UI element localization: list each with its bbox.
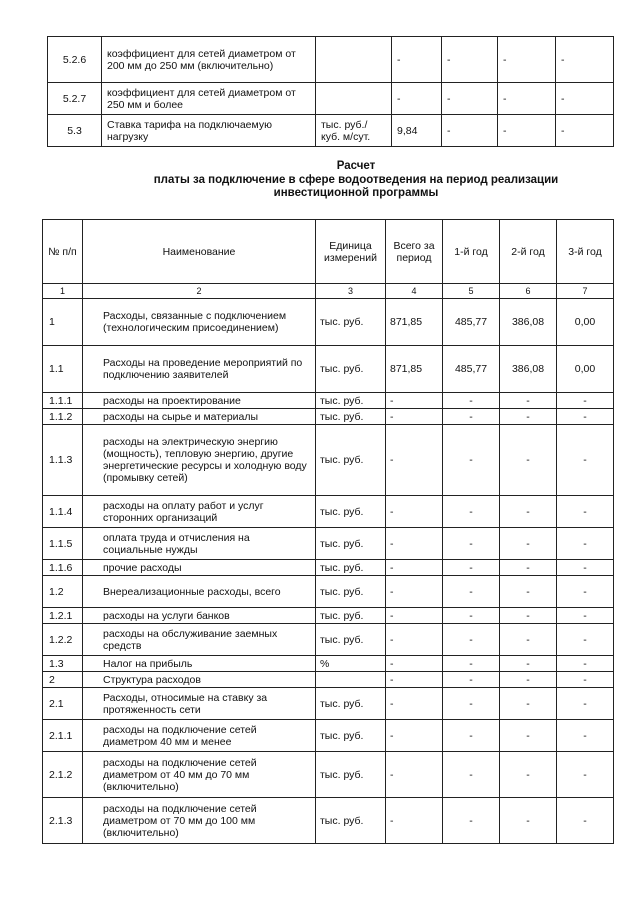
row-year-3: - (557, 798, 614, 844)
row-year-3: 0,00 (557, 346, 614, 393)
index-cell: 6 (500, 284, 557, 299)
connection-fee-table (42, 219, 614, 844)
row-year-1: - (443, 425, 500, 496)
row-total: 871,85 (386, 299, 443, 346)
row-year-3: - (557, 608, 614, 624)
row-value: - (556, 115, 614, 147)
row-number: 2.1.2 (43, 752, 83, 798)
row-name: Внереализационные расходы, всего (83, 576, 316, 608)
row-year-1: - (443, 576, 500, 608)
row-name: Расходы, связанные с подключением (технологическим присоединением) (83, 299, 316, 346)
row-year-3: - (557, 656, 614, 672)
row-unit: тыс. руб. (316, 393, 386, 409)
row-year-2: - (500, 393, 557, 409)
row-number: 1.2 (43, 576, 83, 608)
table-row (43, 672, 614, 688)
row-total: - (386, 393, 443, 409)
row-unit: тыс. руб. (316, 346, 386, 393)
table-row (48, 37, 614, 83)
row-name: оплата труда и отчисления на социальные нужды (83, 528, 316, 560)
row-name: расходы на подключение сетей диаметром от 40 мм до 70 мм (включительно) (83, 752, 316, 798)
row-number: 1.1.3 (43, 425, 83, 496)
row-year-2: - (500, 688, 557, 720)
row-year-3: - (557, 528, 614, 560)
row-name: Структура расходов (83, 672, 316, 688)
row-year-1: - (443, 560, 500, 576)
table-row (43, 496, 614, 528)
header-total: Всего за период (386, 220, 443, 284)
row-number: 1.2.1 (43, 608, 83, 624)
row-year-2: - (500, 752, 557, 798)
row-year-3: - (557, 672, 614, 688)
row-number: 2.1.1 (43, 720, 83, 752)
header-row (43, 220, 614, 284)
header-unit: Единица измерений (316, 220, 386, 284)
table-row (48, 83, 614, 115)
table-row (43, 409, 614, 425)
row-year-2: - (500, 624, 557, 656)
row-year-1: - (443, 409, 500, 425)
row-year-3: 0,00 (557, 299, 614, 346)
row-year-3: - (557, 425, 614, 496)
title-line-1: Расчет (336, 160, 376, 172)
row-year-3: - (557, 752, 614, 798)
row-year-3: - (557, 496, 614, 528)
row-unit (316, 83, 392, 115)
row-total: - (386, 409, 443, 425)
row-year-2: - (500, 608, 557, 624)
row-total: - (386, 528, 443, 560)
row-name: расходы на подключение сетей диаметром 40 мм и менее (83, 720, 316, 752)
row-name: расходы на подключение сетей диаметром от 70 мм до 100 мм (включительно) (83, 798, 316, 844)
row-name: коэффициент для сетей диаметром от 250 мм и более (102, 83, 316, 115)
row-number: 1.1.6 (43, 560, 83, 576)
row-number: 2.1 (43, 688, 83, 720)
row-unit: тыс. руб. (316, 409, 386, 425)
table-row (43, 346, 614, 393)
row-year-3: - (557, 560, 614, 576)
row-name: расходы на услуги банков (83, 608, 316, 624)
row-unit (316, 37, 392, 83)
index-cell: 4 (386, 284, 443, 299)
index-cell: 7 (557, 284, 614, 299)
row-total: - (386, 720, 443, 752)
row-unit: тыс. руб. (316, 425, 386, 496)
table-row (43, 624, 614, 656)
table-row (43, 560, 614, 576)
row-year-3: - (557, 624, 614, 656)
row-number: 1.3 (43, 656, 83, 672)
row-value: - (556, 37, 614, 83)
row-unit: тыс. руб. (316, 560, 386, 576)
row-number: 2 (43, 672, 83, 688)
row-year-3: - (557, 393, 614, 409)
index-row (43, 284, 614, 299)
row-number: 5.2.7 (48, 83, 102, 115)
row-number: 1.1 (43, 346, 83, 393)
row-year-1: - (443, 752, 500, 798)
row-number: 1.1.2 (43, 409, 83, 425)
row-total: - (386, 752, 443, 798)
row-number: 5.3 (48, 115, 102, 147)
tariff-coefficients-table (47, 36, 614, 147)
table-row (43, 576, 614, 608)
row-year-1: - (443, 393, 500, 409)
table-row (43, 608, 614, 624)
row-value: - (498, 37, 556, 83)
table-row (43, 688, 614, 720)
row-unit (316, 672, 386, 688)
row-year-1: - (443, 656, 500, 672)
row-year-2: - (500, 409, 557, 425)
row-year-1: - (443, 672, 500, 688)
row-unit: тыс. руб. (316, 528, 386, 560)
row-name: расходы на электрическую энергию (мощность), тепловую энергию, другие энергетические ресурсы и холодную воду (промывку сетей) (83, 425, 316, 496)
row-year-2: 386,08 (500, 346, 557, 393)
row-total: - (386, 576, 443, 608)
row-unit: тыс. руб. (316, 688, 386, 720)
row-value: 9,84 (392, 115, 442, 147)
index-cell: 3 (316, 284, 386, 299)
table-row (43, 393, 614, 409)
row-total: - (386, 656, 443, 672)
index-cell: 1 (43, 284, 83, 299)
header-year-1: 1-й год (443, 220, 500, 284)
row-year-1: - (443, 624, 500, 656)
row-year-2: - (500, 720, 557, 752)
row-number: 1 (43, 299, 83, 346)
row-total: - (386, 496, 443, 528)
row-value: - (498, 83, 556, 115)
row-year-2: - (500, 656, 557, 672)
title-line-2: платы за подключение в сфере водоотведения на период реализации (153, 173, 559, 186)
row-year-1: - (443, 720, 500, 752)
row-unit: тыс. руб./ куб. м/сут. (316, 115, 392, 147)
row-year-1: 485,77 (443, 299, 500, 346)
index-cell: 5 (443, 284, 500, 299)
row-year-2: - (500, 496, 557, 528)
row-name: коэффициент для сетей диаметром от 200 мм до 250 мм (включительно) (102, 37, 316, 83)
row-number: 1.1.1 (43, 393, 83, 409)
row-total: - (386, 624, 443, 656)
row-year-3: - (557, 409, 614, 425)
row-year-1: - (443, 528, 500, 560)
row-year-3: - (557, 688, 614, 720)
header-name: Наименование (83, 220, 316, 284)
row-number: 1.1.5 (43, 528, 83, 560)
row-year-1: - (443, 496, 500, 528)
row-value: - (392, 37, 442, 83)
row-year-1: - (443, 798, 500, 844)
row-year-2: 386,08 (500, 299, 557, 346)
row-unit: тыс. руб. (316, 752, 386, 798)
table-row (43, 656, 614, 672)
row-total: - (386, 688, 443, 720)
row-unit: % (316, 656, 386, 672)
table-row (43, 752, 614, 798)
table-row (43, 720, 614, 752)
row-number: 5.2.6 (48, 37, 102, 83)
row-total: - (386, 608, 443, 624)
row-year-3: - (557, 720, 614, 752)
row-unit: тыс. руб. (316, 576, 386, 608)
row-name: прочие расходы (83, 560, 316, 576)
row-total: 871,85 (386, 346, 443, 393)
row-number: 1.2.2 (43, 624, 83, 656)
table-row (43, 299, 614, 346)
row-total: - (386, 798, 443, 844)
header-year-2: 2-й год (500, 220, 557, 284)
row-year-1: 485,77 (443, 346, 500, 393)
table-row (43, 798, 614, 844)
table-row (48, 115, 614, 147)
row-name: Ставка тарифа на подключаемую нагрузку (102, 115, 316, 147)
row-name: расходы на сырье и материалы (83, 409, 316, 425)
row-number: 2.1.3 (43, 798, 83, 844)
row-unit: тыс. руб. (316, 624, 386, 656)
row-value: - (442, 37, 498, 83)
row-value: - (442, 115, 498, 147)
row-unit: тыс. руб. (316, 608, 386, 624)
row-year-1: - (443, 608, 500, 624)
row-total: - (386, 672, 443, 688)
row-year-1: - (443, 688, 500, 720)
row-name: Расходы на проведение мероприятий по подключению заявителей (83, 346, 316, 393)
row-year-2: - (500, 528, 557, 560)
row-name: Налог на прибыль (83, 656, 316, 672)
row-unit: тыс. руб. (316, 299, 386, 346)
row-unit: тыс. руб. (316, 798, 386, 844)
row-year-2: - (500, 798, 557, 844)
table-row (43, 425, 614, 496)
row-year-2: - (500, 672, 557, 688)
table-row (43, 528, 614, 560)
row-total: - (386, 560, 443, 576)
row-name: расходы на обслуживание заемных средств (83, 624, 316, 656)
row-value: - (392, 83, 442, 115)
row-name: Расходы, относимые на ставку за протяженность сети (83, 688, 316, 720)
row-total: - (386, 425, 443, 496)
row-year-2: - (500, 425, 557, 496)
index-cell: 2 (83, 284, 316, 299)
header-number: № п/п (43, 220, 83, 284)
row-value: - (498, 115, 556, 147)
row-year-2: - (500, 560, 557, 576)
row-year-2: - (500, 576, 557, 608)
header-year-3: 3-й год (557, 220, 614, 284)
row-unit: тыс. руб. (316, 496, 386, 528)
row-value: - (556, 83, 614, 115)
row-number: 1.1.4 (43, 496, 83, 528)
row-year-3: - (557, 576, 614, 608)
title-line-3: инвестиционной программы (273, 187, 439, 199)
row-value: - (442, 83, 498, 115)
row-name: расходы на проектирование (83, 393, 316, 409)
row-unit: тыс. руб. (316, 720, 386, 752)
row-name: расходы на оплату работ и услуг сторонних организаций (83, 496, 316, 528)
document-title (100, 160, 612, 201)
